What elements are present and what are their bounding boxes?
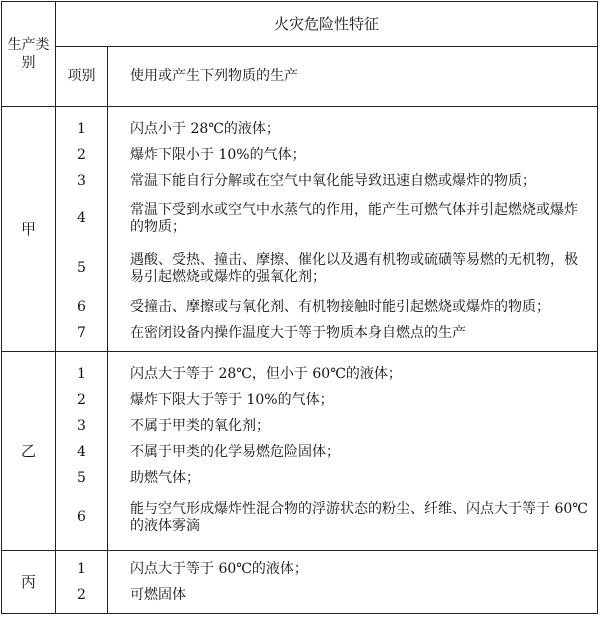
item-number: 1 <box>77 561 86 578</box>
item-text: 常温下能自行分解或在空气中氧化能导致迅速自燃或爆炸的物质； <box>130 173 536 190</box>
item-number: 5 <box>77 470 86 487</box>
item-text: 能与空气形成爆炸性混合物的浮游状态的粉尘、纤维、闪点大于等于 60℃的液体雾滴 <box>130 500 588 534</box>
category-jia: 甲 <box>2 107 56 352</box>
category-yi-descriptions <box>108 352 598 551</box>
category-bing-descriptions <box>108 551 598 614</box>
item-text: 可燃固体 <box>130 587 186 604</box>
category-bing: 丙 <box>2 551 56 614</box>
item-text: 助燃气体； <box>130 470 200 487</box>
item-text: 不属于甲类的氧化剂； <box>130 418 270 435</box>
item-number: 1 <box>77 121 86 138</box>
item-number: 4 <box>77 444 86 461</box>
item-number: 5 <box>77 260 86 277</box>
item-number: 6 <box>77 299 86 316</box>
category-bing-numbers <box>56 551 108 614</box>
item-text: 爆炸下限小于 10%的气体； <box>130 147 306 164</box>
item-number: 2 <box>77 587 86 604</box>
item-text: 闪点大于等于 28℃，但小于 60℃的液体； <box>130 366 402 383</box>
item-text: 闪点大于等于 60℃的液体； <box>130 561 308 578</box>
item-text: 常温下受到水或空气中水蒸气的作用，能产生可燃气体并引起燃烧或爆炸的物质； <box>130 201 578 235</box>
item-number: 7 <box>77 325 86 342</box>
item-number: 3 <box>77 173 86 190</box>
category-yi-numbers <box>56 352 108 551</box>
item-text: 闪点小于 28℃的液体； <box>130 121 280 138</box>
category-yi: 乙 <box>2 352 56 551</box>
item-number: 2 <box>77 392 86 409</box>
header-desc-label: 使用或产生下列物质的生产 <box>108 47 598 107</box>
header-item-label: 项别 <box>56 47 108 107</box>
header-category-label: 生产类别 <box>2 2 56 107</box>
item-text: 在密闭设备内操作温度大于等于物质本身自燃点的生产 <box>130 325 466 342</box>
item-number: 3 <box>77 418 86 435</box>
item-number: 2 <box>77 147 86 164</box>
item-number: 4 <box>77 210 86 227</box>
category-jia-numbers <box>56 107 108 352</box>
item-text: 爆炸下限大于等于 10%的气体； <box>130 392 334 409</box>
item-number: 6 <box>77 509 86 526</box>
header-title: 火灾危险性特征 <box>56 2 598 47</box>
item-text: 受撞击、摩擦或与氧化剂、有机物接触时能引起燃烧或爆炸的物质； <box>130 299 550 316</box>
item-text: 不属于甲类的化学易燃危险固体； <box>130 444 340 461</box>
item-number: 1 <box>77 366 86 383</box>
fire-hazard-table <box>1 1 598 614</box>
item-text: 遇酸、受热、撞击、摩擦、催化以及遇有机物或硫磺等易燃的无机物，极易引起燃烧或爆炸的强氧化剂； <box>130 251 578 285</box>
category-jia-descriptions <box>108 107 598 352</box>
